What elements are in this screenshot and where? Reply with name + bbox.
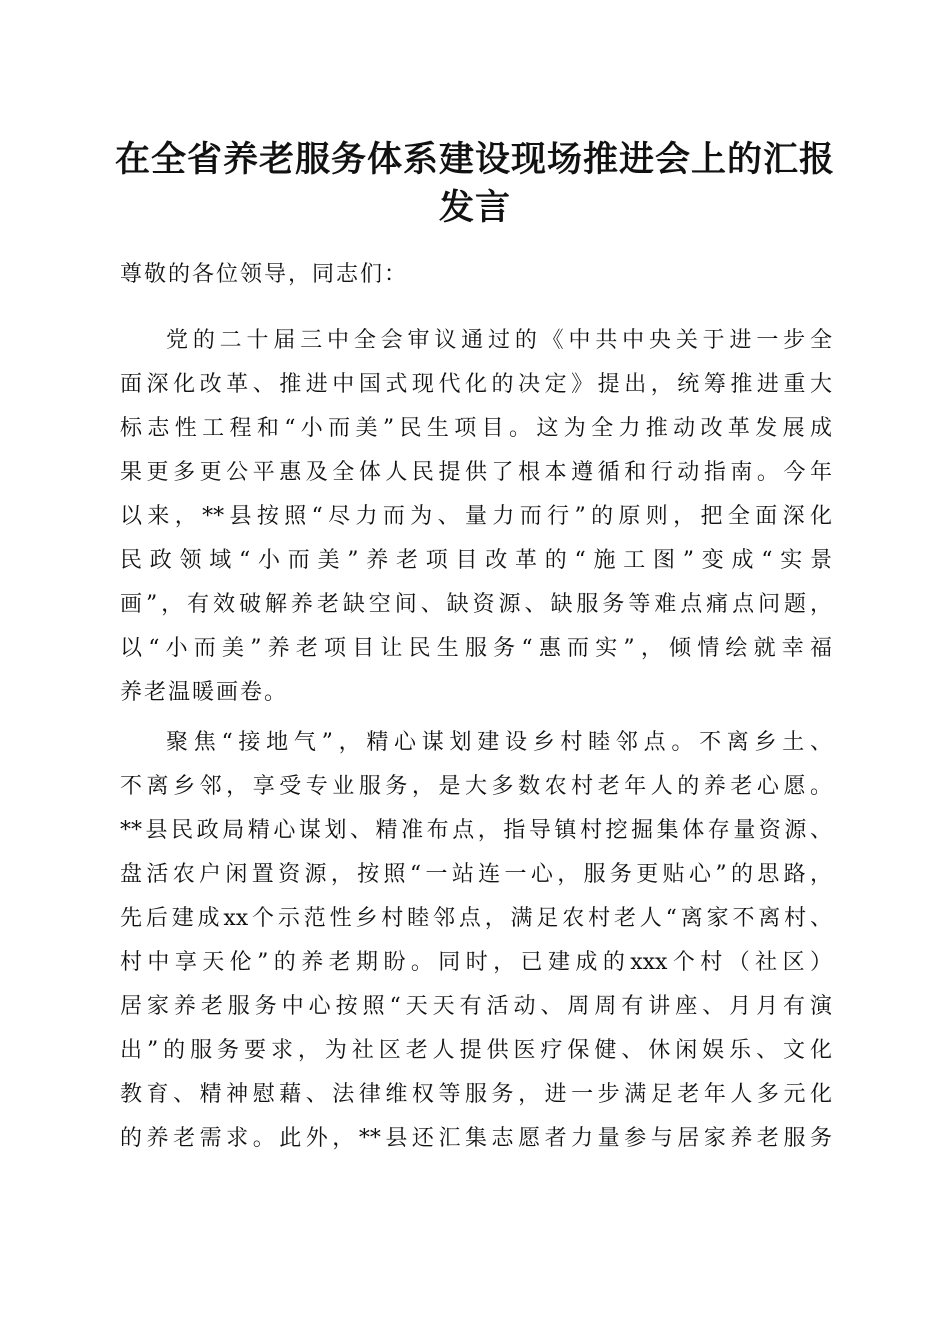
paragraph-2-line-9: 教育、精神慰藉、法律维权等服务，进一步满足老年人多元化 bbox=[120, 1082, 832, 1107]
document-title-line-2: 发言 bbox=[438, 187, 511, 228]
salutation: 尊敬的各位领导，同志们： bbox=[120, 262, 409, 287]
paragraph-1-line-7: 画”，有效破解养老缺空间、缺资源、缺服务等难点痛点问题， bbox=[120, 592, 832, 617]
paragraph-2-line-2: 不离乡邻，享受专业服务，是大多数农村老年人的养老心愿。 bbox=[120, 774, 832, 799]
paragraph-2-line-1: 聚焦“接地气”，精心谋划建设乡村睦邻点。不离乡土、 bbox=[166, 730, 832, 755]
paragraph-2-line-4: 盘活农户闲置资源，按照“一站连一心，服务更贴心”的思路， bbox=[120, 862, 832, 887]
paragraph-1-line-5: 以来，**县按照“尽力而为、量力而行”的原则，把全面深化 bbox=[120, 504, 832, 529]
paragraph-1-line-2: 面深化改革、推进中国式现代化的决定》提出，统筹推进重大 bbox=[120, 372, 832, 397]
document-title-line-1: 在全省养老服务体系建设现场推进会上的汇报 bbox=[114, 139, 835, 180]
paragraph-1-line-9: 养老温暖画卷。 bbox=[120, 680, 289, 705]
paragraph-1-line-6: 民政领域“小而美”养老项目改革的“施工图”变成“实景 bbox=[120, 548, 832, 573]
paragraph-1-line-1: 党的二十届三中全会审议通过的《中共中央关于进一步全 bbox=[166, 328, 832, 353]
paragraph-2-line-7: 居家养老服务中心按照“天天有活动、周周有讲座、月月有演 bbox=[120, 994, 832, 1019]
paragraph-2-line-10: 的养老需求。此外，**县还汇集志愿者力量参与居家养老服务 bbox=[120, 1126, 832, 1151]
paragraph-2-line-3: **县民政局精心谋划、精准布点，指导镇村挖掘集体存量资源、 bbox=[120, 818, 832, 843]
paragraph-2-line-8: 出”的服务要求，为社区老人提供医疗保健、休闲娱乐、文化 bbox=[120, 1038, 832, 1063]
paragraph-1-line-4: 果更多更公平惠及全体人民提供了根本遵循和行动指南。今年 bbox=[120, 460, 832, 485]
paragraph-1-line-3: 标志性工程和“小而美”民生项目。这为全力推动改革发展成 bbox=[120, 416, 832, 441]
paragraph-2-line-6: 村中享天伦”的养老期盼。同时，已建成的xxx个村（社区） bbox=[120, 950, 832, 975]
paragraph-1-line-8: 以“小而美”养老项目让民生服务“惠而实”，倾情绘就幸福 bbox=[120, 636, 832, 661]
paragraph-2-line-5: 先后建成xx个示范性乡村睦邻点，满足农村老人“离家不离村、 bbox=[120, 906, 832, 931]
